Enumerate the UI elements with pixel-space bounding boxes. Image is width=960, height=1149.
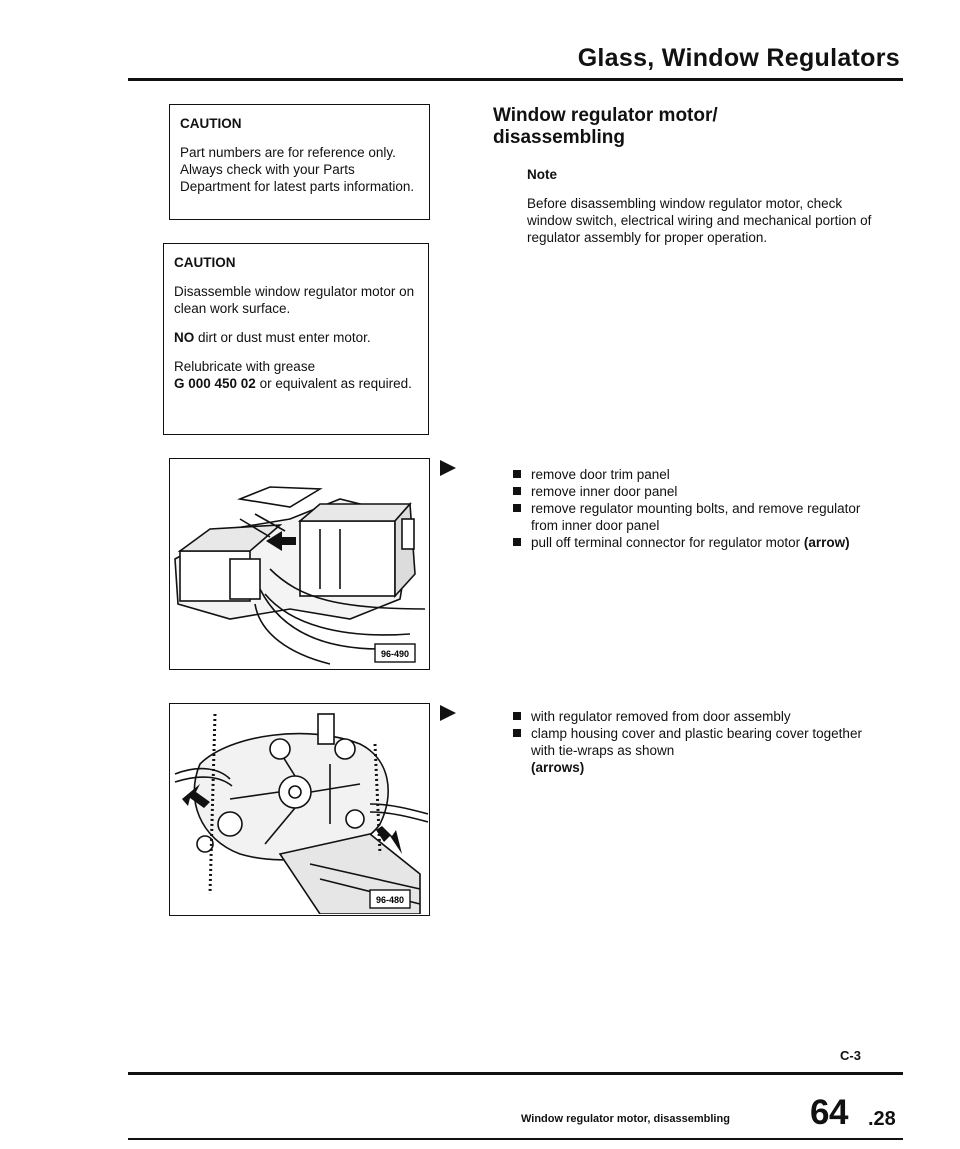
header-rule [128, 78, 903, 81]
note-label: Note [527, 167, 557, 182]
figure-label: 96-490 [380, 649, 410, 659]
list-item: remove door trim panel [513, 466, 883, 483]
arrow-reference: (arrow) [803, 535, 850, 550]
figure-motor-housing [169, 703, 430, 916]
figure-label: 96-480 [375, 895, 405, 905]
list-item: remove regulator mounting bolts, and remove regulator from inner door panel [513, 500, 883, 534]
caution-title: CAUTION [174, 255, 236, 270]
caution-text: Disassemble window regulator motor on clean work surface. [174, 284, 415, 316]
caution-no-emphasis: NO [174, 330, 195, 345]
figure-pointer-marker [440, 705, 456, 721]
note-text: Before disassembling window regulator motor, check window switch, electrical wiring and mechanical portion of regulator assembly for proper operation. [527, 196, 872, 245]
section-sub-number: .28 [868, 1108, 896, 1130]
caution-no-dirt-text: dirt or dust must enter motor. [198, 330, 371, 345]
caution-grease-text: Relubricate with grease [174, 359, 316, 374]
footer-rule [128, 1072, 903, 1075]
caution-box-part-numbers [169, 104, 430, 220]
caution-title: CAUTION [180, 116, 242, 131]
grease-part-code: G 000 450 02 [174, 376, 256, 391]
motor-housing-illustration [170, 704, 428, 914]
caution-text-no-dirt [174, 329, 418, 346]
list-item-text: pull off terminal connector for regulator motor [531, 535, 801, 550]
caution-text: Part numbers are for reference only. Always check with your Parts Department for latest parts information. [180, 145, 415, 194]
caution-grease-tail: or equivalent as required. [259, 376, 412, 391]
section-number: 64 [810, 1093, 848, 1132]
steps-list-1 [513, 466, 883, 551]
footer-caption: Window regulator motor, disassembling [521, 1113, 730, 1125]
list-item [513, 534, 883, 551]
caution-text-grease [174, 358, 418, 392]
footer-rule-bottom [128, 1138, 903, 1140]
arrows-reference: (arrows) [531, 760, 585, 775]
list-item [513, 725, 883, 776]
steps-list-2 [513, 708, 883, 776]
connector-illustration [170, 459, 428, 668]
figure-pointer-marker [440, 460, 456, 476]
list-item: remove inner door panel [513, 483, 883, 500]
figure-connector [169, 458, 430, 670]
page-header-title: Glass, Window Regulators [577, 44, 900, 72]
section-title: Window regulator motor/ disassembling [493, 105, 718, 148]
caution-box-disassembly [163, 243, 429, 435]
list-item-text: clamp housing cover and plastic bearing cover together with tie-wraps as shown [531, 726, 862, 758]
list-item: with regulator removed from door assembly [513, 708, 883, 725]
page-code: C-3 [840, 1048, 861, 1063]
